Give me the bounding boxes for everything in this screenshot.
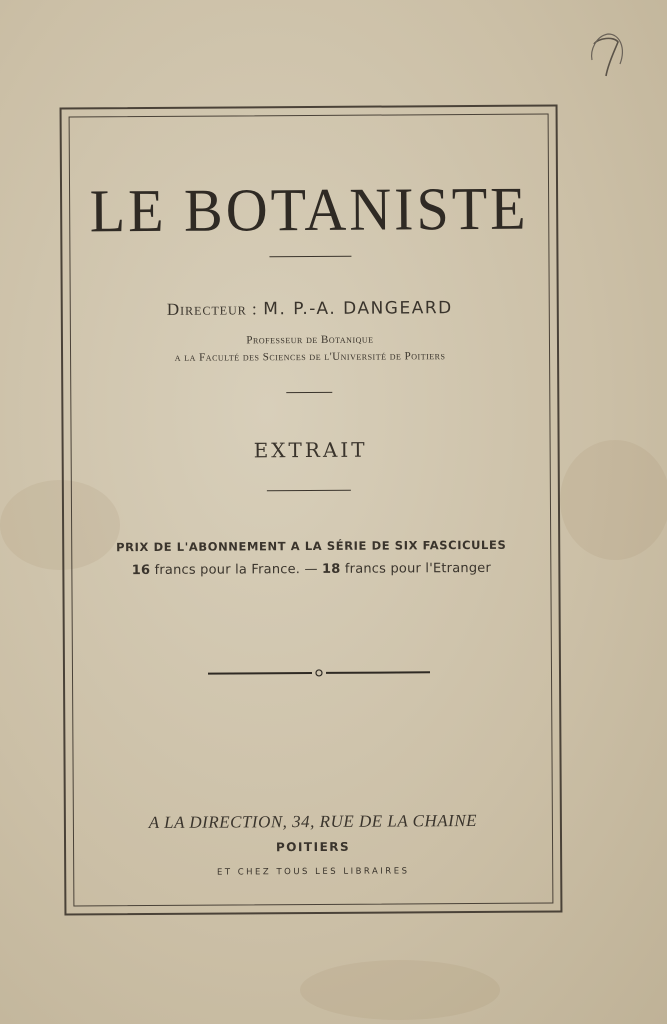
director-name: M. P.-A. DANGEARD	[263, 298, 453, 320]
foreign-text: francs pour l'Etranger	[344, 560, 492, 577]
title-frame-inner	[69, 114, 554, 907]
publisher-city: POITIERS	[275, 839, 351, 855]
france-amount: 16	[131, 562, 151, 579]
france-text: francs pour la France.	[154, 562, 301, 578]
divider	[267, 490, 351, 492]
booksellers-line: ET CHEZ TOUS LES LIBRAIRES	[216, 866, 410, 878]
price-separator: —	[304, 561, 318, 578]
professor-title: Professeur de Botanique	[246, 333, 374, 347]
subscription-prices	[72, 561, 550, 579]
faculty-line: a la Faculté des Sciences de l'Université de Poitiers	[174, 350, 446, 364]
publisher-address: A LA DIRECTION, 34, RUE DE LA CHAINE	[148, 810, 478, 832]
journal-title: LE BOTANISTE	[89, 174, 529, 245]
paper-stain	[300, 960, 500, 1020]
foreign-amount: 18	[321, 561, 341, 577]
director-label: Directeur :	[166, 299, 258, 319]
divider	[269, 256, 351, 258]
ornamental-rule	[208, 666, 430, 679]
extrait-label: EXTRAIT	[253, 437, 368, 463]
director-line	[71, 297, 549, 321]
handwritten-mark	[588, 30, 628, 80]
title-frame	[60, 104, 563, 915]
paper-stain	[560, 440, 667, 560]
subscription-title: PRIX DE L'ABONNEMENT A LA SÉRIE DE SIX FASCICULES	[116, 537, 507, 555]
divider	[286, 392, 332, 393]
